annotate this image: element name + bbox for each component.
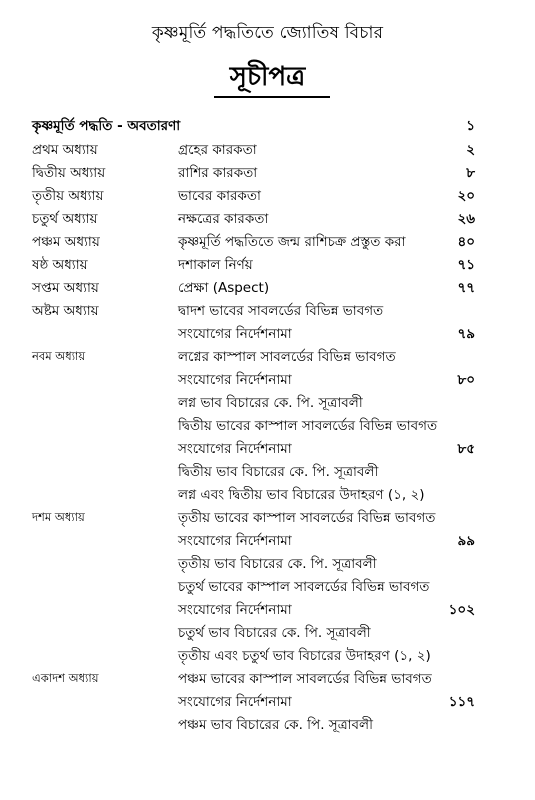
toc-chapter: পঞ্চম অধ্যায় [32,234,100,250]
toc-row [0,574,535,597]
toc-chapter: একাদশ অধ্যায় [32,671,99,685]
toc-topic: ভাবের কারকতা [178,188,261,204]
toc-row [0,252,535,275]
toc-topic: সংযোগের নির্দেশনামা [178,694,292,710]
toc-page-number: ১০২ [448,602,475,618]
toc-topic: কৃষ্ণমূর্তি পদ্ধতি - অবতারণা [32,118,181,134]
toc-topic: দশাকাল নির্ণয় [178,257,253,273]
toc-row [0,206,535,229]
toc-page-number: ৭৯ [457,326,475,342]
toc-page-number: ১ [466,118,475,134]
toc-row [0,689,535,712]
toc-topic: লগ্ন ভাব বিচারের কে. পি. সূত্রাবলী [178,395,363,411]
toc-row [0,390,535,413]
toc-row [0,528,535,551]
toc-page-number: ৭১ [457,257,475,273]
toc-row [0,712,535,735]
toc-topic: তৃতীয় এবং চতুর্থ ভাব বিচারের উদাহরণ (১, ২) [178,648,431,664]
toc-row [0,597,535,620]
toc-row [0,666,535,689]
toc-topic: লগ্ন এবং দ্বিতীয় ভাব বিচারের উদাহরণ (১, ২) [178,487,425,503]
toc-topic: সংযোগের নির্দেশনামা [178,441,292,457]
toc-page-number: ২ [466,142,475,158]
toc-chapter: অষ্টম অধ্যায় [32,303,99,319]
toc-topic: কৃষ্ণমূর্তি পদ্ধতিতে জন্ম রাশিচক্র প্রস্তুত করা [178,234,406,250]
toc-topic: প্রেক্ষা (Aspect) [178,280,270,296]
toc-topic: সংযোগের নির্দেশনামা [178,326,292,342]
toc-page-number: ৯৯ [457,533,475,549]
toc-chapter: সপ্তম অধ্যায় [32,280,99,296]
toc-topic: পঞ্চম ভাবের কাস্পাল সাবলর্ডের বিভিন্ন ভাবগত [178,671,432,687]
toc-row [0,321,535,344]
toc-row [0,505,535,528]
toc-topic: দ্বাদশ ভাবের সাবলর্ডের বিভিন্ন ভাবগত [178,303,384,319]
toc-page-number: ২৬ [457,211,475,227]
toc-page-number: ৪০ [457,234,475,250]
toc-topic: সংযোগের নির্দেশনামা [178,372,292,388]
toc-row [0,620,535,643]
toc-row [0,137,535,160]
toc-topic: দ্বিতীয় ভাবের কাস্পাল সাবলর্ডের বিভিন্ন ভাবগত [178,418,438,434]
toc-row [0,643,535,666]
toc-row [0,344,535,367]
toc-page-number: ৮০ [457,372,475,388]
toc-row [0,436,535,459]
toc-topic: গ্রহের কারকতা [178,142,257,158]
toc-row [0,482,535,505]
table-of-contents [0,113,535,735]
page-title: সূচীপত্র [229,62,306,92]
toc-chapter: দশম অধ্যায় [32,510,85,524]
toc-chapter: তৃতীয় অধ্যায় [32,188,104,204]
toc-topic: দ্বিতীয় ভাব বিচারের কে. পি. সূত্রাবলী [178,464,379,480]
toc-page-number: ৮ [466,165,475,181]
toc-topic: পঞ্চম ভাব বিচারের কে. পি. সূত্রাবলী [178,717,373,733]
toc-topic: চতুর্থ ভাবের কাস্পাল সাবলর্ডের বিভিন্ন ভাবগত [178,579,430,595]
toc-chapter: দ্বিতীয় অধ্যায় [32,165,106,181]
toc-chapter: নবম অধ্যায় [32,349,86,363]
book-header: কৃষ্ণমূর্তি পদ্ধতিতে জ্যোতিষ বিচার [151,23,384,43]
toc-row [0,298,535,321]
toc-page-number: ৭৭ [457,280,475,296]
toc-row [0,160,535,183]
toc-topic: তৃতীয় ভাব বিচারের কে. পি. সূত্রাবলী [178,556,377,572]
toc-row [0,275,535,298]
toc-topic: সংযোগের নির্দেশনামা [178,602,292,618]
toc-topic: রাশির কারকতা [178,165,258,181]
toc-row [0,551,535,574]
toc-topic: চতুর্থ ভাব বিচারের কে. পি. সূত্রাবলী [178,625,371,641]
toc-topic: তৃতীয় ভাবের কাস্পাল সাবলর্ডের বিভিন্ন ভাবগত [178,510,436,526]
toc-topic: নক্ষত্রের কারকতা [178,211,269,227]
toc-row [0,413,535,436]
toc-page-number: ১১৭ [448,694,475,710]
toc-page-number: ২০ [457,188,475,204]
toc-page-number: ৮৫ [457,441,475,457]
toc-row [0,183,535,206]
toc-topic: সংযোগের নির্দেশনামা [178,533,292,549]
toc-row [0,459,535,482]
toc-row-intro [0,113,535,137]
toc-chapter: চতুর্থ অধ্যায় [32,211,98,227]
toc-row [0,229,535,252]
toc-row [0,367,535,390]
toc-topic: লগ্নের কাস্পাল সাবলর্ডের বিভিন্ন ভাবগত [178,349,396,365]
toc-chapter: ষষ্ঠ অধ্যায় [32,257,88,273]
toc-chapter: প্রথম অধ্যায় [32,142,98,158]
title-underline [214,96,330,98]
